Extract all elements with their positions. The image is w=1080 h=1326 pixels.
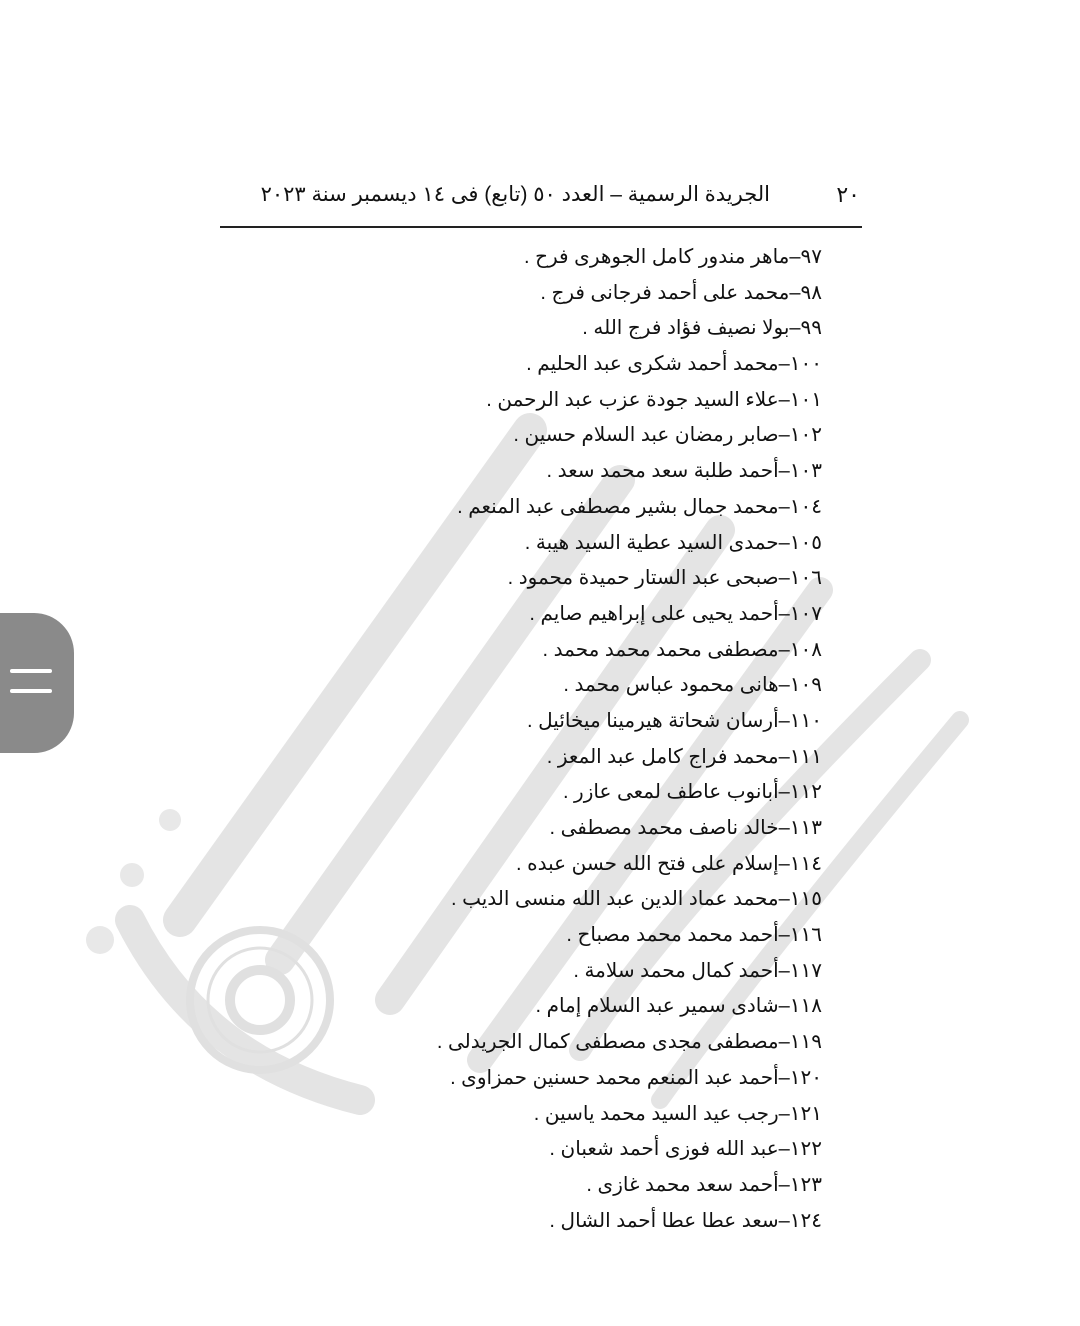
list-item — [437, 989, 822, 1025]
entry-number: ١٠٨ — [789, 638, 822, 661]
entry-name: أرسان شحاتة هيرمينا ميخائيل . — [527, 709, 779, 732]
handle-line-icon — [10, 689, 52, 693]
entry-separator: – — [778, 1066, 790, 1089]
entry-separator: – — [778, 1031, 790, 1054]
entry-name: محمد أحمد شكرى عبد الحليم . — [526, 353, 779, 376]
list-item — [437, 1168, 822, 1204]
entry-name: علاء السيد جودة عزب عبد الرحمن . — [486, 388, 779, 411]
entry-number: ١٠٤ — [789, 495, 822, 518]
entry-number: ١٢٠ — [789, 1066, 822, 1089]
entry-number: ١٠٠ — [789, 353, 822, 376]
entry-name: محمد عماد الدين عبد الله منسى الديب . — [450, 888, 779, 911]
entry-number: ١٠٥ — [789, 531, 822, 554]
list-item — [437, 526, 822, 562]
list-item — [437, 276, 822, 312]
entry-number: ١١٥ — [789, 888, 822, 911]
entry-separator: – — [778, 709, 790, 732]
entry-separator: – — [778, 353, 790, 376]
name-list — [437, 240, 822, 1239]
list-item — [437, 704, 822, 740]
list-item — [437, 633, 822, 669]
list-item — [437, 1061, 822, 1097]
entry-name: أحمد سعد محمد غازى . — [586, 1173, 779, 1196]
entry-number: ١١٨ — [789, 995, 822, 1018]
list-item — [437, 1025, 822, 1061]
entry-separator: – — [778, 638, 790, 661]
entry-number: ١١٤ — [789, 852, 822, 875]
entry-name: أحمد طلبة سعد محمد سعد . — [546, 460, 779, 483]
entry-separator: – — [778, 1173, 790, 1196]
entry-number: ١٢١ — [789, 1102, 822, 1125]
list-item — [437, 597, 822, 633]
entry-name: أبانوب عاطف لمعى عازر . — [562, 781, 779, 804]
entry-separator: – — [789, 281, 801, 304]
list-item — [437, 490, 822, 526]
list-item — [437, 1097, 822, 1133]
entry-name: محمد فراج كامل عبد المعز . — [546, 745, 779, 768]
entry-name: محمد جمال بشير مصطفى عبد المنعم . — [457, 495, 779, 518]
entry-name: رجب عيد السيد محمد ياسين . — [533, 1102, 779, 1125]
entry-number: ١١٢ — [789, 781, 822, 804]
entry-separator: – — [778, 424, 790, 447]
entry-separator: – — [778, 959, 790, 982]
list-item — [437, 311, 822, 347]
entry-name: إسلام على فتح الله حسن عبده . — [516, 852, 779, 875]
entry-separator: – — [778, 674, 790, 697]
entry-separator: – — [778, 460, 790, 483]
list-item — [437, 882, 822, 918]
page-header — [220, 178, 862, 228]
entry-number: ١١٧ — [789, 959, 822, 982]
list-item — [437, 847, 822, 883]
entry-name: أحمد عبد المنعم محمد حسنين حمزاوى . — [450, 1066, 779, 1089]
list-item — [437, 347, 822, 383]
entry-number: ١١٠ — [789, 709, 822, 732]
entry-name: أحمد يحيى على إبراهيم صايم . — [529, 602, 779, 625]
entry-number: ١١٣ — [789, 817, 822, 839]
entry-number: ١٢٣ — [789, 1173, 822, 1196]
entry-name: محمد على أحمد فرجانى فرج . — [540, 281, 790, 304]
entry-number: ١٠٩ — [789, 674, 822, 697]
entry-name: هانى محمود عباس محمد . — [563, 674, 779, 697]
list-item — [437, 240, 822, 276]
entry-number: ١٢٤ — [789, 1209, 822, 1232]
list-item — [437, 1204, 822, 1240]
entry-number: ١١٦ — [789, 924, 822, 947]
entry-separator: – — [778, 852, 790, 875]
list-item — [437, 418, 822, 454]
entry-separator: – — [778, 531, 790, 554]
entry-name: صبحى عبد الستار حميدة محمود . — [507, 567, 779, 590]
entry-number: ٩٨ — [800, 281, 822, 304]
entry-name: أحمد محمد محمد مصباح . — [566, 924, 779, 947]
entry-separator: – — [778, 888, 790, 911]
list-item — [437, 454, 822, 490]
entry-separator: – — [778, 388, 790, 411]
entry-separator: – — [778, 817, 790, 839]
entry-number: ١٢٢ — [789, 1138, 822, 1161]
entry-name: صابر رمضان عبد السلام حسين . — [513, 424, 779, 447]
entry-name: سعد عطا عطا أحمد الشال . — [549, 1209, 779, 1232]
entry-number: ١٠٦ — [789, 567, 822, 590]
entry-name: أحمد كمال محمد سلامة . — [573, 959, 779, 982]
entry-number: ٩٧ — [800, 246, 822, 268]
entry-separator: – — [778, 1102, 790, 1125]
side-panel-handle[interactable] — [0, 613, 74, 753]
entry-name: حمدى السيد عطية السيد هيبة . — [524, 531, 779, 554]
entry-separator: – — [778, 924, 790, 947]
entry-name: بولا نصيف فؤاد فرج الله . — [582, 317, 790, 340]
entry-separator: – — [789, 246, 801, 268]
entry-separator: – — [778, 495, 790, 518]
entry-name: شادى سمير عبد السلام إمام . — [535, 995, 779, 1018]
entry-separator: – — [778, 1209, 790, 1232]
list-item — [437, 811, 822, 847]
entry-number: ١٠٣ — [789, 460, 822, 483]
entry-separator: – — [778, 995, 790, 1018]
list-item — [437, 561, 822, 597]
entry-name: ماهر مندور كامل الجوهرى فرح . — [523, 246, 790, 268]
entry-name: مصطفى محمد محمد محمد . — [542, 638, 779, 661]
list-item — [437, 668, 822, 704]
entry-number: ١١١ — [789, 745, 822, 768]
entry-name: مصطفى مجدى مصطفى كمال الجريدلى . — [436, 1031, 779, 1054]
list-item — [437, 918, 822, 954]
entry-separator: – — [789, 317, 801, 340]
entry-name: عبد الله فوزى أحمد شعبان . — [549, 1138, 779, 1161]
entry-name: خالد ناصف محمد مصطفى . — [549, 817, 779, 839]
page-number: ٢٠ — [836, 182, 860, 207]
list-item — [437, 740, 822, 776]
entry-separator: – — [778, 745, 790, 768]
header-title: الجريدة الرسمية – العدد ٥٠ (تابع) فى ١٤ ديسمبر سنة ٢٠٢٣ — [260, 183, 770, 206]
entry-separator: – — [778, 781, 790, 804]
list-item — [437, 1132, 822, 1168]
entry-number: ١٠١ — [789, 388, 822, 411]
entry-separator: – — [778, 602, 790, 625]
entry-number: ١١٩ — [789, 1031, 822, 1054]
entry-separator: – — [778, 567, 790, 590]
entry-separator: – — [778, 1138, 790, 1161]
entry-number: ١٠٢ — [789, 424, 822, 447]
list-item — [437, 775, 822, 811]
list-item — [437, 954, 822, 990]
entry-number: ١٠٧ — [789, 602, 822, 625]
list-item — [437, 383, 822, 419]
handle-line-icon — [10, 669, 52, 673]
entry-number: ٩٩ — [800, 317, 822, 340]
